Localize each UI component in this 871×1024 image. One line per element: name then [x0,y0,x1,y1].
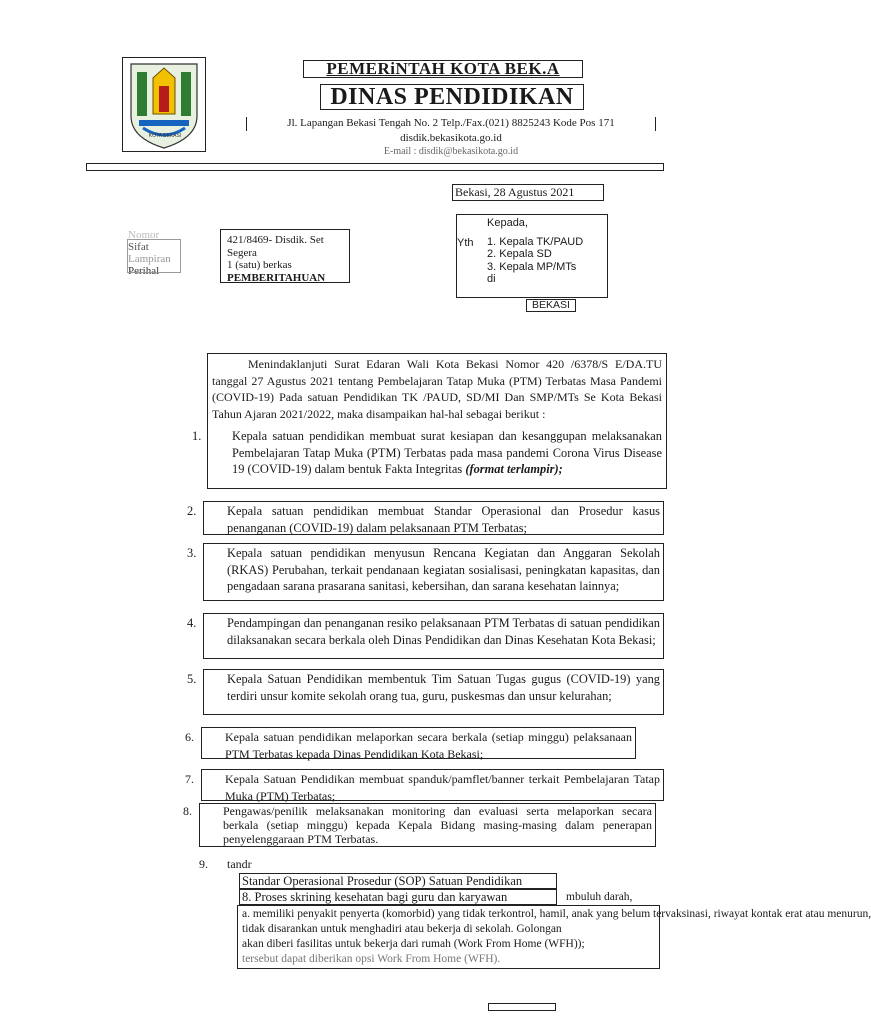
sop-title: Standar Operasional Prosedur (SOP) Satuan Pendidikan [239,873,557,889]
government-line: PEMERiNTAH KOTA BEK.A [303,60,583,78]
item-9-text: tandr [227,857,252,871]
item-9 [199,857,252,871]
list-item: 2. Kepala satuan pendidikan membuat Standar Operasional dan Prosedur kasus penanganan (COVID-19) dalam pelaksanaan PTM Terbatas; [203,501,664,535]
footer-rule [488,1003,556,1011]
yth-label: Yth [457,237,474,249]
recipient-1: 1. Kepala TK/PAUD [487,235,584,248]
label-nomor: Nomor [128,229,160,241]
website-line: disdik.bekasikota.go.id [400,132,502,144]
list-item: 6. Kepala satuan pendidikan melaporkan secara berkala (setiap minggu) pelaksanaan PTM Terbatas kepada Dinas Pendidikan Kota Bekasi; [201,727,636,759]
list-item: 1. Kepala satuan pendidikan membuat surat kesiapan dan kesanggupan melaksanakan Pembelajaran Tatap Muka (PTM) Terbatas pada masa pandemi Corona Virus Disease 19 (COVID-19) dalam bentuk Fakta Integritas (format terlampir); [192,429,662,476]
body-intro-block [192,353,667,489]
sop-body [237,905,871,969]
header-rule [86,163,664,171]
recipient-city: BEKASI [526,299,576,312]
list-item: 5. Kepala Satuan Pendidikan membentuk Tim Satuan Tugas gugus (COVID-19) yang terdiri unsur komite sekolah orang tua, guru, puskesmas dan unsur kelurahan; [203,669,664,715]
sop-subtitle: 8. Proses skrining kesehatan bagi guru dan karyawan [239,889,557,905]
meta-values [220,229,350,283]
sop-line: tidak disarankan untuk menghadiri atau bekerja di sekolah. Golongan [242,923,562,935]
sop-right-fragment: mbuluh darah, [566,891,633,903]
logo-caption: KOTA BEKASI [148,133,182,139]
recipient-3: 3. Kepala MP/MTs [487,260,577,273]
address-line: Jl. Lapangan Bekasi Tengah No. 2 Telp./Fax.(021) 8825243 Kode Pos 171 [246,117,656,131]
agency-title: DINAS PENDIDIKAN [320,84,584,110]
di-label: di [487,273,496,285]
recipient-block [456,214,608,298]
list-item: 4. Pendampingan dan penanganan resiko pelaksanaan PTM Terbatas di satuan pendidikan dilaksanakan secara berkala oleh Dinas Pendidikan dan Dinas Kesehatan Kota Bekasi; [203,613,664,659]
letter-attachment: 1 (satu) berkas [227,259,292,271]
kepada-label: Kepada, [487,217,528,229]
email-line: E-mail : disdik@bekasikota.go.id [383,146,519,157]
letter-number: 421/8469- Disdik. Set [227,234,324,246]
list-item: 3. Kepala satuan pendidikan menyusun Rencana Kegiatan dan Anggaran Sekolah (RKAS) Perubahan, terkait pendanaan kegiatan sosialisasi, peningkatan kapasitas, dan pengadaan sarana prasarana sanitasi, kebersihan, dan sarana kesehatan lainnya; [203,543,664,601]
item-9-number: 9. [199,857,208,871]
meta-label-box [127,239,181,273]
label-perihal: Perihal [128,265,160,277]
list-item: 8. Pengawas/penilik melaksanakan monitoring dan evaluasi serta melaporkan secara berkala (setiap minggu) kepada Kepala Bidang masing-masing dalam penerapan penyelenggaraan PTM Terbatas. [199,803,656,847]
recipient-2: 2. Kepala SD [487,248,552,260]
city-logo [122,57,206,152]
sop-line: tersebut dapat diberikan opsi Work From Home (WFH). [242,953,501,965]
list-item: 7. Kepala Satuan Pendidikan membuat spanduk/pamflet/banner terkait Pembelajaran Tatap Muka (PTM) Terbatas; [201,769,664,801]
intro-paragraph: Menindaklanjuti Surat Edaran Wali Kota Bekasi Nomor 420 /6378/S E/DA.TU tanggal 27 Agustus 2021 tentang Pembelajaran Tatap Muka (PTM) Terbatas Masa Pandemi (COVID-19) Pada satuan Pendidikan TK /PAUD, SD/MI Dan SMP/MTs Se Kota Bekasi Tahun Ajaran 2021/2022, maka disampaikan hal-hal sebagai berikut : [212,357,662,421]
label-lampiran: Lampiran [128,253,171,265]
letter-date: Bekasi, 28 Agustus 2021 [452,184,604,201]
label-sifat: Sifat [128,241,149,253]
sop-line: a. memiliki penyakit penyerta (komorbid) yang tidak terkontrol, hamil, anak yang belum tervaksinasi, riwayat kontak erat atau menurun, [242,908,871,920]
letter-subject: PEMBERITAHUAN [227,271,326,284]
letter-nature: Segera [227,246,257,259]
sop-line: akan diberi fasilitas untuk bekerja dari rumah (Work From Home (WFH)); [242,938,585,950]
